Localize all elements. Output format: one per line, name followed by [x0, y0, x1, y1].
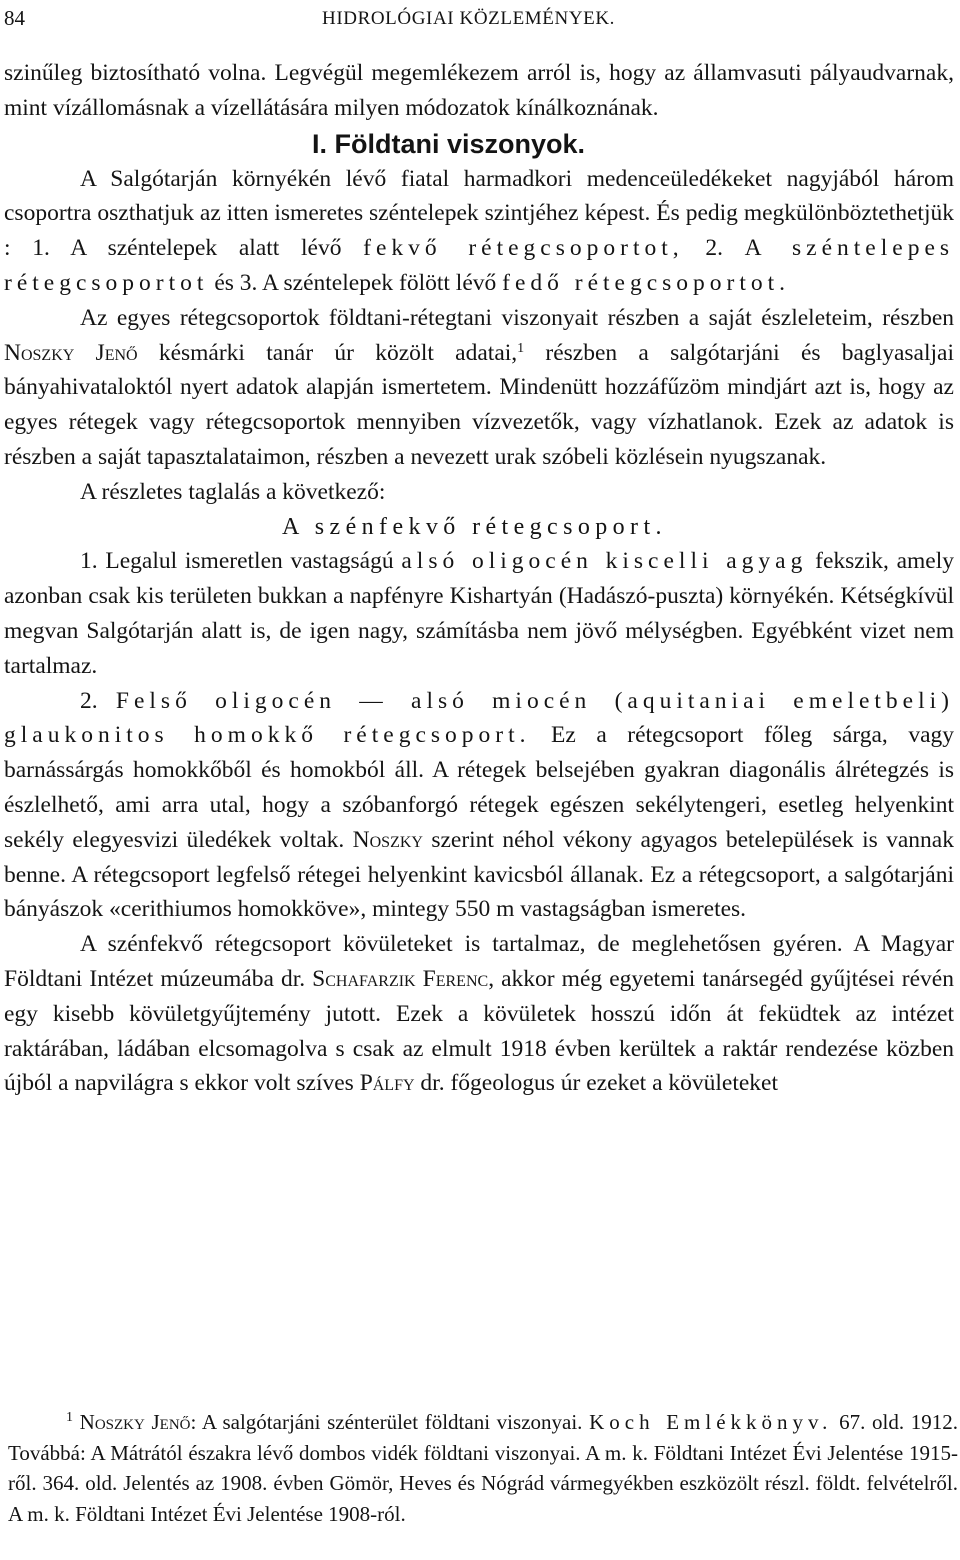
footnote-mark: 1 — [66, 1410, 73, 1425]
list-item-2 — [4, 684, 954, 928]
paragraph-text: 2. — [80, 687, 116, 714]
paragraph-text: Az egyes rétegcsoportok földtani-rétegtani viszonyait részben a saját észleleteim, részben — [80, 304, 954, 331]
footnote-text: 67. old. 1912. Továbbá: A Mátrától északra lévő dombos vidék földtani viszonyai. A m. k. Földtani Intézet Évi Jelentése 1915-ről. 364. old. Jelentés az 1908. évben Gömör, Heves és Nógrád vármegyékben eszközölt részl. földt. felvételről. A m. k. Földtani Intézet Évi Jelentése 1908-ról. — [8, 1410, 958, 1526]
emphasis-text: fekvő rétegcsoportot, — [363, 235, 684, 262]
emphasis-text: alsó oligocén kiscelli agyag — [401, 548, 808, 575]
emphasis-text: Koch Emlékkönyv. — [589, 1410, 833, 1434]
author-name: Noszky Jenő — [4, 339, 138, 366]
emphasis-text: Felső oligocén — alsó miocén (aquitaniai emeletbeli) glaukonitos homokkő rétegcsoport. — [4, 687, 955, 749]
paragraph-text: dr. főgeologus úr ezeket a kövületeket — [414, 1070, 779, 1097]
paragraph-fossils — [4, 927, 954, 1101]
paragraph-text: 1. Legalul ismeretlen vastagságú — [80, 548, 402, 575]
main-text — [4, 56, 954, 1101]
page-number: 84 — [4, 6, 25, 30]
author-name: Noszky Jenő — [79, 1410, 191, 1434]
intro-paragraph: szinűleg biztosítható volna. Legvégül megemlékezem arról is, hogy az államvasuti pályaudvarnak, mint vízállomásnak a vízellátására milyen módozatok kínálkoznának. — [4, 60, 954, 121]
paragraph-text: 2. — [683, 235, 745, 262]
paragraph-text: késmárki tanár úr közölt adatai, — [137, 339, 518, 366]
emphasis-text: fedő rétegcsoportot. — [502, 269, 791, 296]
paragraph-text: fekszik, amely azonban csak kis területen bukkan a napfényre Kishartyán (Hadászó-puszta) környékén. Kétségkívül megvan Salgótarján alatt is, de igen nagy, számításba nem jövő mélységben. Egyébként vizet nem tartalmaz. — [4, 548, 955, 679]
paragraph-text: Ez a rétegcsoport főleg sárga, vagy barnássárgás homokkőből és homokból áll. A rétegek belsejében gyakran diagonális álrétegzés is észlelhető, ami arra utal, hogy a szóbanforgó rétegek egészen sekélytengeri, esetleg helyenkint sekély elegyesvizi üledékek voltak. — [4, 722, 955, 853]
running-head: HIDROLÓGIAI KÖZLEMÉNYEK. — [322, 8, 616, 29]
subsection-heading: A szénfekvő rétegcsoport. — [282, 513, 667, 540]
emphasis-text: A széntelepes rétegcsoportot — [4, 235, 955, 296]
paragraph-text: részben a salgótarjáni és baglyasaljai bányahivataloktól nyert adatok alapján ismertetem. Mindenütt hozzáfűzöm mindjárt azt is, hogy az egyes rétegek vagy rétegcsoportok mennyiben vízvezetők, vagy vízhatlanok. Ezek az adatok is részben a saját tapasztalataimon, részben a nevezett urak szóbeli közlésein nyugszanak. — [4, 339, 954, 470]
footnote-reference: 1 — [517, 340, 525, 356]
section-heading: I. Földtani viszonyok. — [312, 128, 586, 159]
paragraph-text: és 3. A széntelepek fölött lévő — [208, 269, 503, 296]
paragraph-sources — [4, 301, 954, 475]
author-name: Pálfy — [359, 1070, 415, 1097]
paragraph-text: szerint néhol vékony agyagos betelepülések is vannak benne. A rétegcsoport legfelső rétegei helyenkint kavicsból állanak. Ez a rétegcsoport, a salgótarjáni bányászok «cerithiumos homokköve», mintegy 550 m vastagságban ismeretes. — [4, 826, 954, 923]
footnote-area — [8, 1407, 958, 1529]
list-item-1 — [4, 544, 954, 683]
paragraph-details-intro: A részletes taglalás a következő: — [80, 478, 386, 505]
author-name: Schafarzik Ferenc — [312, 965, 489, 992]
page-header — [4, 0, 954, 36]
document-page — [4, 0, 958, 1526]
paragraph-strata-groups — [4, 162, 954, 301]
author-name: Noszky — [352, 826, 423, 853]
footnote-text: : A salgótarjáni szénterület földtani viszonyai. — [190, 1410, 590, 1434]
paragraph-text: A Salgótarján környékén lévő fiatal harmadkori medenceüledékeket nagyjából három csoportra oszthatjuk az itten ismeretes széntelepek szintjéhez képest. És pedig megkülönböztethetjük : 1. A széntelepek alatt lévő — [4, 165, 954, 262]
footnote — [8, 1407, 958, 1529]
paragraph-text: , akkor még egyetemi tanársegéd gyűjtései révén egy kisebb kövületgyűjtemény jutott. Ezek a kövületek hosszú időn át feküdtek az intézet raktárában, ládában elcsomagolva s csak az elmult 1918 évben kerültek a raktár rendezése közben újból a napvilágra s ekkor volt szíves — [4, 965, 954, 1097]
paragraph-text: A szénfekvő rétegcsoport kövületeket is tartalmaz, de meglehetősen gyéren. A Magyar Földtani Intézet múzeumába dr. — [4, 931, 954, 992]
